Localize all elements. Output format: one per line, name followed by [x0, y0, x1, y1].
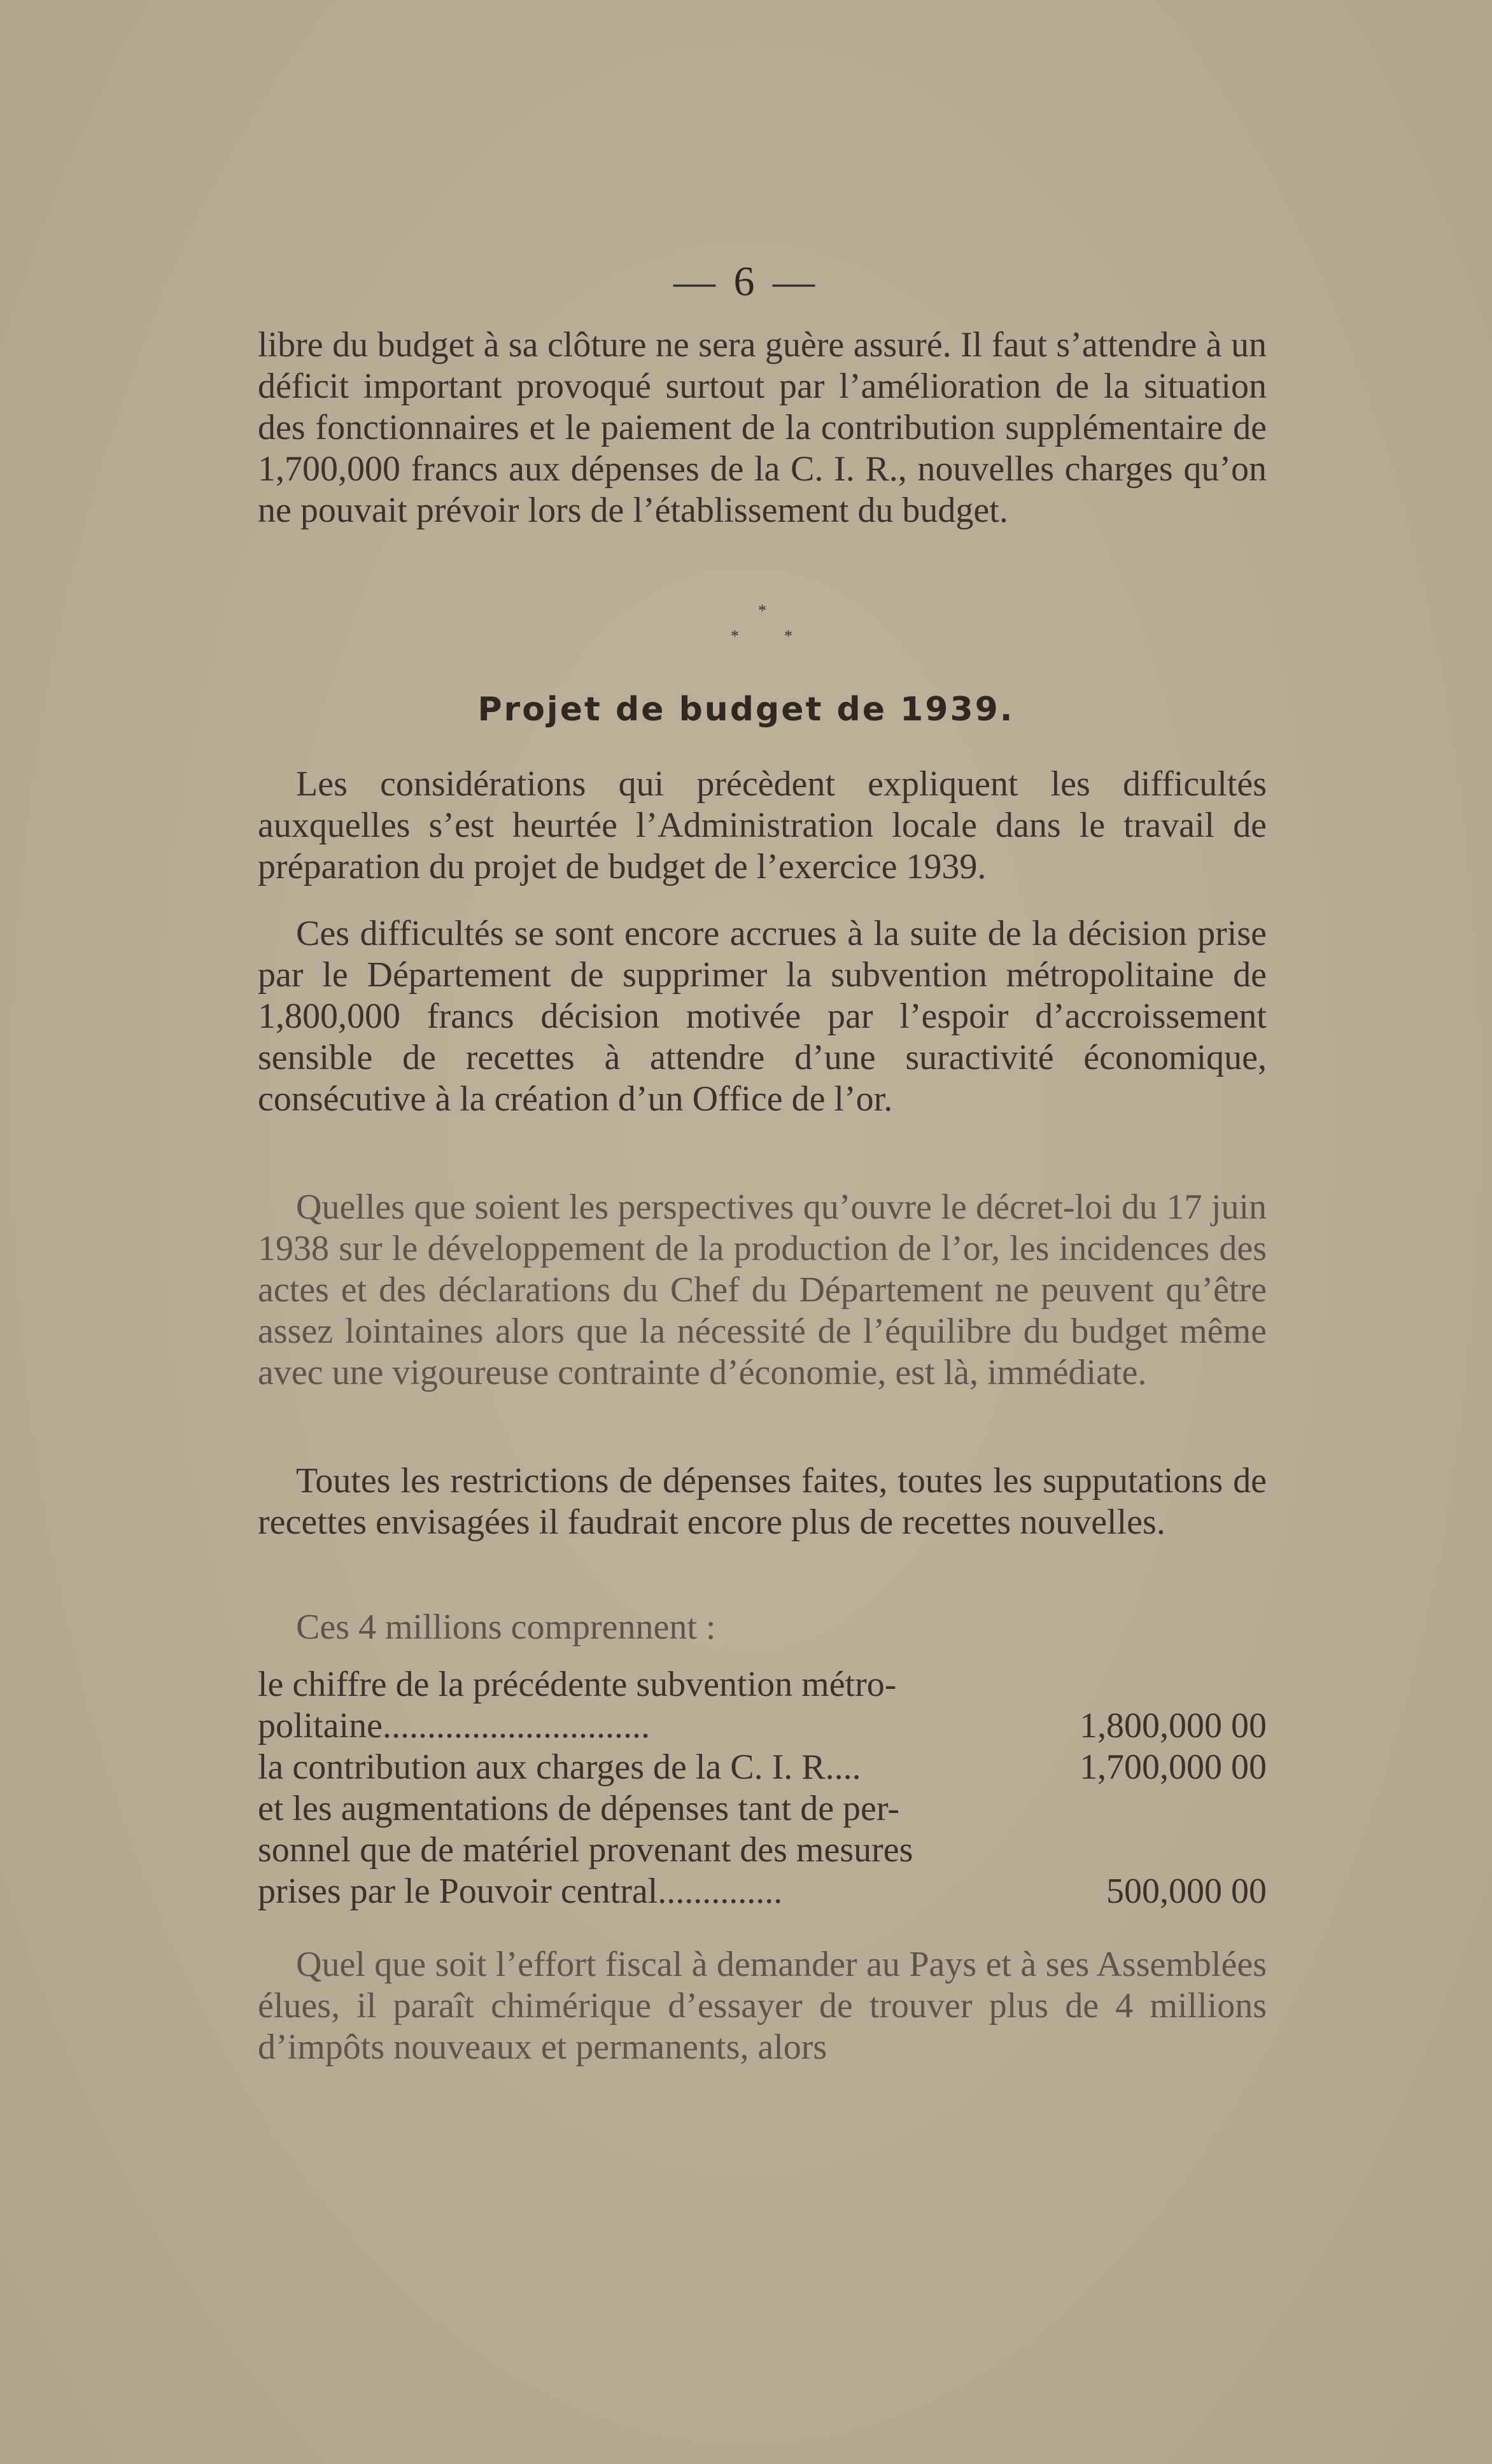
list-item-leader: politaine.............................. — [258, 1706, 650, 1746]
amounts-list — [258, 1664, 1267, 1912]
section-paragraph-4: Toutes les restrictions de dépenses faites, toutes les supputations de recettes envisagées il faudrait encore plus de recettes nouvelles. — [258, 1461, 1267, 1542]
list-item-subvention — [258, 1664, 1267, 1747]
separator-star-right: * — [784, 627, 792, 645]
list-intro: Ces 4 millions comprennent : — [296, 1607, 716, 1647]
opening-paragraph: libre du budget à sa clôture ne sera guère assuré. Il faut s’attendre à un déficit important provoqué surtout par l’amélioration de la situation des fonctionnaires et le paiement de la contribution supplémentaire de 1,700,000 francs aux dépenses de la C. I. R., nouvelles charges qu’on ne pouvait prévoir lors de l’établissement du budget. — [258, 325, 1267, 530]
list-item-leader: prises par le Pouvoir central.............. — [258, 1872, 783, 1911]
opening-paragraph-block — [258, 325, 1267, 531]
section-separator — [713, 601, 815, 659]
section-paragraph-1: Les considérations qui précèdent expliquent les difficultés auxquelles s’est heurtée l’Administration locale dans le travail de préparation du projet de budget de l’exercice 1939. — [258, 764, 1267, 886]
separator-star-left: * — [731, 627, 739, 645]
section-paragraph-4-block — [258, 1460, 1267, 1543]
list-item-augmentations — [258, 1788, 1267, 1912]
list-item-amount: 1,800,000 00 — [1080, 1706, 1267, 1746]
list-item-amount-line — [258, 1871, 1267, 1912]
separator-star-top: * — [758, 601, 766, 620]
list-item-text-line: sonnel que de matériel provenant des mesures — [258, 1830, 913, 1870]
list-item-contribution — [258, 1747, 1267, 1788]
list-item-amount: 1,700,000 00 — [1080, 1747, 1267, 1787]
list-item-text-line: le chiffre de la précédente subvention métro- — [258, 1665, 897, 1704]
section-paragraph-3-block — [258, 1187, 1267, 1394]
section-paragraph-2: Ces difficultés se sont encore accrues à la suite de la décision prise par le Département de supprimer la subvention métropolitaine de 1,800,000 francs décision motivée par l’espoir d’accroissement sensible de recettes à attendre d’une suractivité économique, consécutive à la création d’un Office de l’or. — [258, 914, 1267, 1119]
section-paragraph-2-block — [258, 913, 1267, 1120]
list-item-text-line: et les augmentations de dépenses tant de per- — [258, 1789, 900, 1828]
section-title: Projet de budget de 1939. — [477, 690, 1015, 729]
list-item-leader: la contribution aux charges de la C. I. R.... — [258, 1747, 861, 1787]
closing-paragraph-block — [258, 1944, 1267, 2068]
closing-paragraph: Quel que soit l’effort fiscal à demander au Pays et à ses Assemblées élues, il paraît chimérique d’essayer de trouver plus de 4 millions d’impôts nouveaux et permanents, alors — [258, 1945, 1267, 2067]
section-paragraph-1-block — [258, 764, 1267, 888]
list-item-amount-line — [258, 1747, 1267, 1788]
section-paragraph-3: Quelles que soient les perspectives qu’ouvre le décret-loi du 17 juin 1938 sur le développement de la production de l’or, les incidences des actes et des déclarations du Chef du Département ne peuvent qu’être assez lointaines alors que la nécessité de l’équilibre du budget même avec une vigoureuse contrainte d’économie, est là, immédiate. — [258, 1187, 1267, 1392]
list-item-amount-line — [258, 1705, 1267, 1747]
list-item-amount: 500,000 00 — [1106, 1872, 1267, 1911]
page-number: — 6 — — [673, 258, 819, 305]
